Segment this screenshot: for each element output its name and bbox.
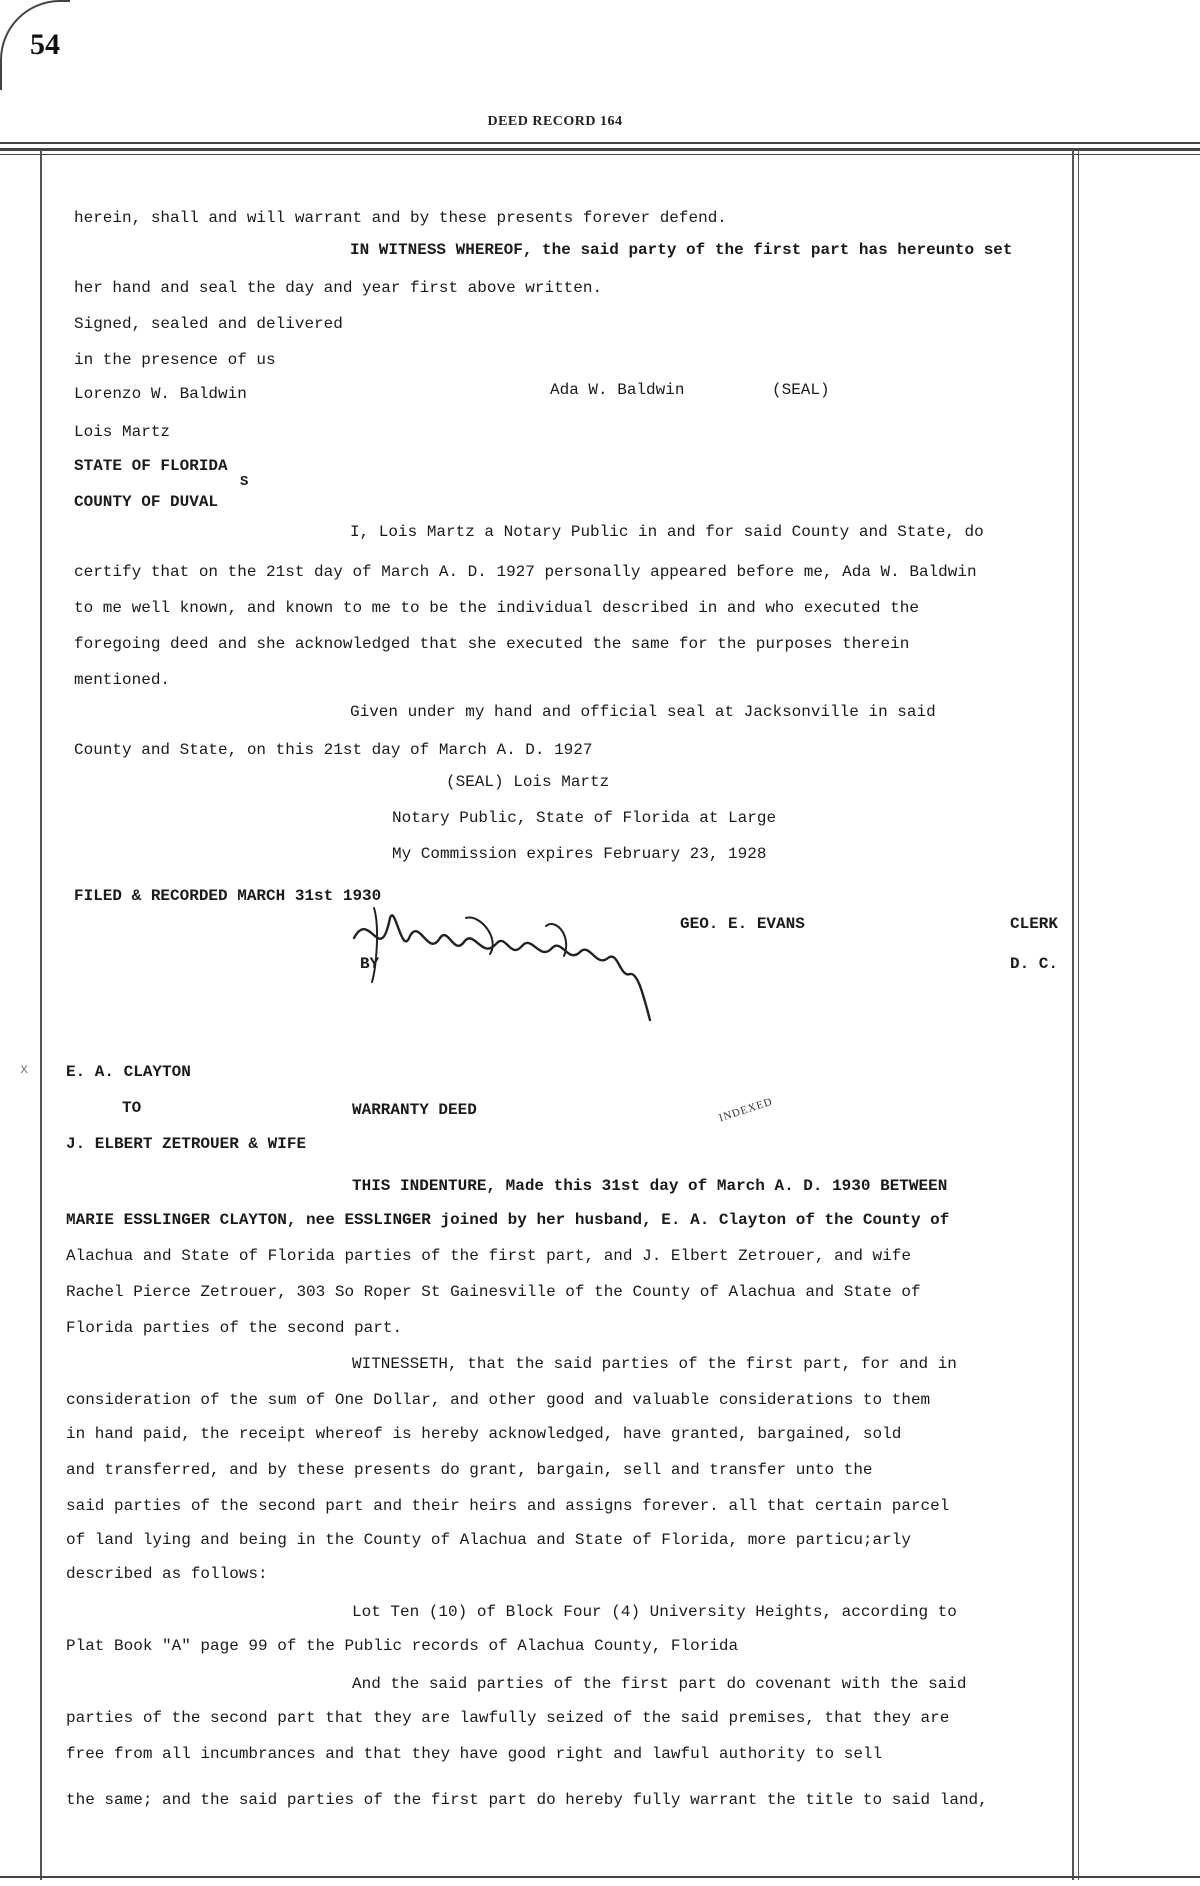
county-heading: COUNTY OF DUVAL [74,493,219,511]
margin-mark: x [20,1062,29,1078]
text-line: County and State, on this 21st day of March A. D. 1927 [74,741,593,759]
witness-name: Lorenzo W. Baldwin [74,385,247,403]
text-line: her hand and seal the day and year first above written. [74,279,603,297]
right-margin-line-inner [1072,150,1074,1880]
text-line: said parties of the second part and their heirs and assigns forever. all that certain parcel [66,1497,950,1515]
text-line: Florida parties of the second part. [66,1319,403,1337]
header-rule-bottom [0,154,1200,155]
text-line: free from all incumbrances and that they have good right and lawful authority to sell [66,1745,883,1763]
text-line: in the presence of us [74,351,276,369]
clerk-signature [350,898,690,1028]
to-label: TO [122,1099,142,1117]
notary-title-line: Notary Public, State of Florida at Large [392,809,777,827]
clerk-label: CLERK [1010,915,1059,933]
page-number: 54 [30,28,60,61]
by-label: BY [360,955,380,973]
indexed-stamp: INDEXED [717,1095,775,1125]
text-line: WITNESSETH, that the said parties of the first part, for and in [352,1355,957,1373]
text-line: parties of the second part that they are lawfully seized of the said premises, that they are [66,1709,950,1727]
legal-description-line: Lot Ten (10) of Block Four (4) University Heights, according to [352,1603,957,1621]
legal-description-line: Plat Book "A" page 99 of the Public records of Alachua County, Florida [66,1637,739,1655]
text-line: Signed, sealed and delivered [74,315,343,333]
text-line: Given under my hand and official seal at Jacksonville in said [350,703,936,721]
text-line: herein, shall and will warrant and by these presents forever defend. [74,209,727,227]
text-line: consideration of the sum of One Dollar, and other good and valuable considerations to them [66,1391,931,1409]
text-line: the same; and the said parties of the first part do hereby fully warrant the title to said land, [66,1791,988,1809]
state-heading: STATE OF FLORIDA [74,457,228,475]
left-margin-line [40,150,42,1880]
text-line: I, Lois Martz a Notary Public in and for said County and State, do [350,523,984,541]
text-line: Alachua and State of Florida parties of the first part, and J. Elbert Zetrouer, and wife [66,1247,911,1265]
filed-recorded-line: FILED & RECORDED MARCH 31st 1930 [74,887,382,905]
witness-name: Lois Martz [74,423,171,441]
deed-record-header: DEED RECORD 164 [487,114,623,129]
footer-rule [0,1876,1200,1878]
text-line: of land lying and being in the County of Alachua and State of Florida, more particu;arly [66,1531,911,1549]
text-line: and transferred, and by these presents do grant, bargain, sell and transfer unto the [66,1461,873,1479]
header-rule-middle [0,148,1200,151]
deputy-clerk-label: D. C. [1010,955,1059,973]
grantor-signature-name: Ada W. Baldwin [550,381,685,399]
text-line: described as follows: [66,1565,268,1583]
right-margin-line-outer [1078,150,1079,1880]
text-line: foregoing deed and she acknowledged that she executed the same for the purposes therein [74,635,910,653]
text-line: IN WITNESS WHEREOF, the said party of the first part has hereunto set [350,241,1013,259]
grantor-name: E. A. CLAYTON [66,1063,191,1081]
text-line: Rachel Pierce Zetrouer, 303 So Roper St Gainesville of the County of Alachua and State of [66,1283,921,1301]
header-rule-top [0,142,1200,144]
notary-seal-line: (SEAL) Lois Martz [446,773,610,791]
seal-label: (SEAL) [772,381,830,399]
text-line: mentioned. [74,671,171,689]
commission-line: My Commission expires February 23, 1928 [392,845,767,863]
text-line: to me well known, and known to me to be the individual described in and who executed the [74,599,919,617]
text-line: MARIE ESSLINGER CLAYTON, nee ESSLINGER joined by her husband, E. A. Clayton of the County of [66,1211,950,1229]
text-line: in hand paid, the receipt whereof is hereby acknowledged, have granted, bargained, sold [66,1425,902,1443]
ss-mark: S [240,474,249,490]
text-line: certify that on the 21st day of March A. D. 1927 personally appeared before me, Ada W. Baldwin [74,563,977,581]
clerk-name: GEO. E. EVANS [680,915,805,933]
grantee-name: J. ELBERT ZETROUER & WIFE [66,1135,307,1153]
text-line: THIS INDENTURE, Made this 31st day of March A. D. 1930 BETWEEN [352,1177,948,1195]
deed-type: WARRANTY DEED [352,1101,477,1119]
text-line: And the said parties of the first part do covenant with the said [352,1675,967,1693]
